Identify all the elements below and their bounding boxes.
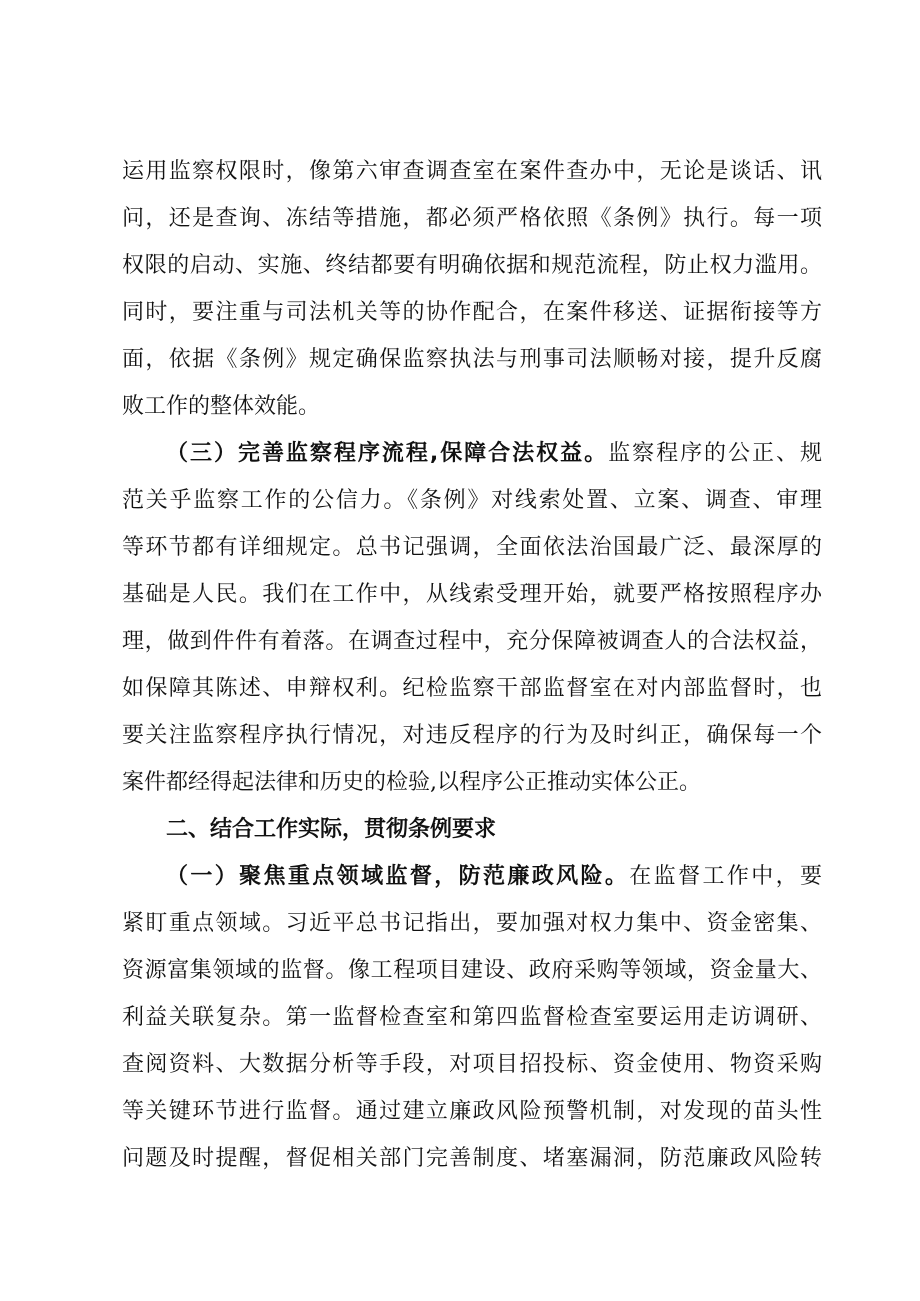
paragraph-line: 权限的启动、实施、终结都要有明确依据和规范流程，防止权力滥用。 (122, 253, 822, 278)
subsection-heading: （一）聚焦重点领域监督，防范廉政风险。 (166, 864, 630, 889)
paragraph-line: 查阅资料、大数据分析等手段，对项目招投标、资金使用、物资采购 (122, 1052, 822, 1077)
subsection-heading: （三）完善监察程序流程,保障合法权益。 (166, 441, 609, 466)
paragraph-line: 资源富集领域的监督。像工程项目建设、政府采购等领域，资金量大、 (122, 958, 822, 983)
paragraph-line: 问，还是查询、冻结等措施，都必须严格依照《条例》执行。每一项 (122, 206, 822, 231)
paragraph-text: 在监督工作中，要 (629, 864, 822, 889)
paragraph-line: 利益关联复杂。第一监督检查室和第四监督检查室要运用走访调研、 (122, 1005, 822, 1030)
paragraph-line: 如保障其陈述、申辩权利。纪检监察干部监督室在对内部监督时，也 (122, 676, 822, 701)
paragraph-text: 监察程序的公正、规 (608, 441, 822, 466)
paragraph-line: 理，做到件件有着落。在调查过程中，充分保障被调查人的合法权益， (122, 629, 822, 654)
paragraph-line: 基础是人民。我们在工作中，从线索受理开始，就要严格按照程序办 (122, 582, 822, 607)
paragraph-first-line (166, 439, 822, 469)
paragraph-line: 等环节都有详细规定。总书记强调，全面依法治国最广泛、最深厚的 (122, 535, 822, 560)
paragraph-line: 紧盯重点领域。习近平总书记指出，要加强对权力集中、资金密集、 (122, 911, 822, 936)
paragraph-line: 案件都经得起法律和历史的检验,以程序公正推动实体公正。 (122, 770, 701, 795)
paragraph-line: 同时，要注重与司法机关等的协作配合，在案件移送、证据衔接等方 (122, 300, 822, 325)
paragraph-line: 范关乎监察工作的公信力。《条例》对线索处置、立案、调查、审理 (122, 488, 822, 513)
paragraph-line: 要关注监察程序执行情况，对违反程序的行为及时纠正，确保每一个 (122, 723, 822, 748)
paragraph-line: 运用监察权限时，像第六审查调查室在案件查办中，无论是谈话、讯 (122, 159, 822, 184)
paragraph-line: 败工作的整体效能。 (122, 394, 321, 419)
paragraph-line: 问题及时提醒，督促相关部门完善制度、堵塞漏洞，防范廉政风险转 (122, 1146, 822, 1171)
section-heading: 二、结合工作实际，贯彻条例要求 (166, 817, 497, 842)
paragraph-line: 等关键环节进行监督。通过建立廉政风险预警机制，对发现的苗头性 (122, 1099, 822, 1124)
paragraph-line: 面，依据《条例》规定确保监察执法与刑事司法顺畅对接，提升反腐 (122, 347, 822, 372)
paragraph-first-line (166, 862, 822, 892)
